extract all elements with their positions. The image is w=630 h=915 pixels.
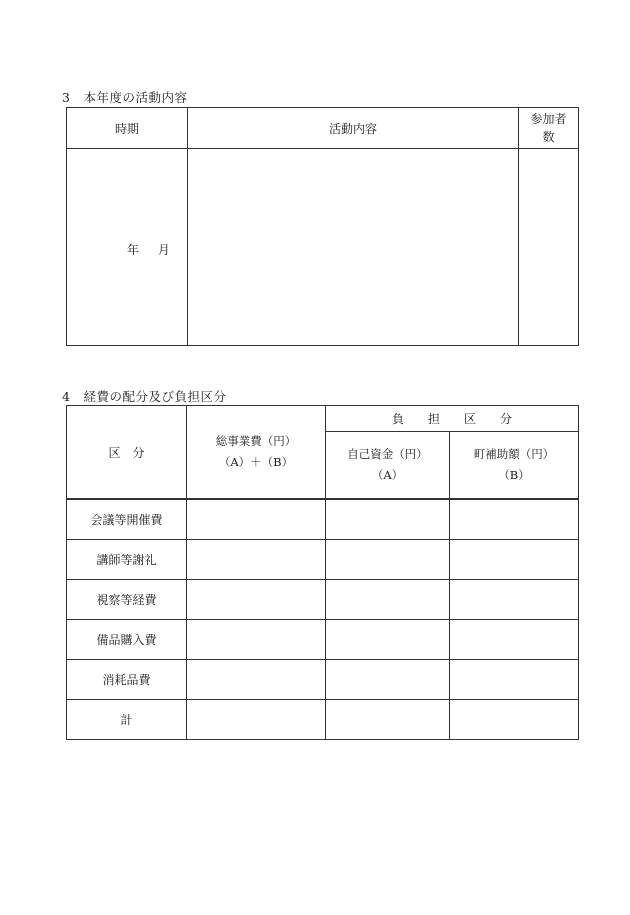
- row-label-equipment: 備品購入費: [67, 620, 187, 660]
- content-header: 活動内容: [188, 108, 519, 149]
- burden-header-label: 負 担 区 分: [392, 412, 513, 426]
- budget-header-row-1: [67, 406, 579, 432]
- participants-header-line1: 参加者: [530, 112, 567, 126]
- total-cost-header: [187, 406, 326, 500]
- period-cell[interactable]: [67, 149, 188, 346]
- budget-table: [66, 405, 579, 740]
- row-label-total: 計: [67, 700, 187, 740]
- total-cost-header-line2: （A）＋（B）: [218, 455, 294, 469]
- total-cost-cell[interactable]: [187, 499, 326, 540]
- total-cost-cell[interactable]: [187, 700, 326, 740]
- self-fund-cell[interactable]: [326, 580, 450, 620]
- table-row: [67, 660, 579, 700]
- self-fund-header-line2: （A）: [371, 468, 404, 482]
- content-cell[interactable]: [188, 149, 519, 346]
- section-3-title: 3 本年度の活動内容: [62, 90, 188, 105]
- total-cost-cell[interactable]: [187, 580, 326, 620]
- activity-header-row: [67, 108, 579, 149]
- row-label-inspection: 視察等経費: [67, 580, 187, 620]
- subsidy-header: [450, 432, 579, 500]
- row-label-consumables: 消耗品費: [67, 660, 187, 700]
- subsidy-cell[interactable]: [450, 660, 579, 700]
- self-fund-cell[interactable]: [326, 620, 450, 660]
- self-fund-header: [326, 432, 450, 500]
- category-header-label: 区 分: [108, 445, 145, 460]
- table-row: [67, 620, 579, 660]
- total-cost-cell[interactable]: [187, 620, 326, 660]
- activity-table: [66, 107, 579, 346]
- participants-header-line2: 数: [542, 130, 555, 144]
- row-label-lecturer: 講師等謝礼: [67, 540, 187, 580]
- subsidy-cell[interactable]: [450, 700, 579, 740]
- table-row: [67, 540, 579, 580]
- row-label-meeting: 会議等開催費: [67, 499, 187, 540]
- period-header: 時期: [67, 108, 188, 149]
- subsidy-cell[interactable]: [450, 580, 579, 620]
- subsidy-header-line1: 町補助額（円）: [473, 447, 555, 461]
- table-row: [67, 700, 579, 740]
- subsidy-cell[interactable]: [450, 620, 579, 660]
- self-fund-cell[interactable]: [326, 700, 450, 740]
- subsidy-header-line2: （B）: [498, 468, 530, 482]
- participants-header: [519, 108, 579, 149]
- subsidy-cell[interactable]: [450, 540, 579, 580]
- self-fund-header-line1: 自己資金（円）: [347, 447, 428, 461]
- category-header: [67, 406, 187, 500]
- self-fund-cell[interactable]: [326, 540, 450, 580]
- participants-cell[interactable]: [519, 149, 579, 346]
- section-4-title: 4 経費の配分及び負担区分: [62, 389, 227, 404]
- self-fund-cell[interactable]: [326, 499, 450, 540]
- total-cost-cell[interactable]: [187, 660, 326, 700]
- burden-header: [326, 406, 579, 432]
- table-row: [67, 499, 579, 540]
- total-cost-header-line1: 総事業費（円）: [215, 434, 297, 448]
- subsidy-cell[interactable]: [450, 499, 579, 540]
- self-fund-cell[interactable]: [326, 660, 450, 700]
- period-value: 年 月: [127, 243, 171, 257]
- table-row: [67, 580, 579, 620]
- activity-body-row: [67, 149, 579, 346]
- total-cost-cell[interactable]: [187, 540, 326, 580]
